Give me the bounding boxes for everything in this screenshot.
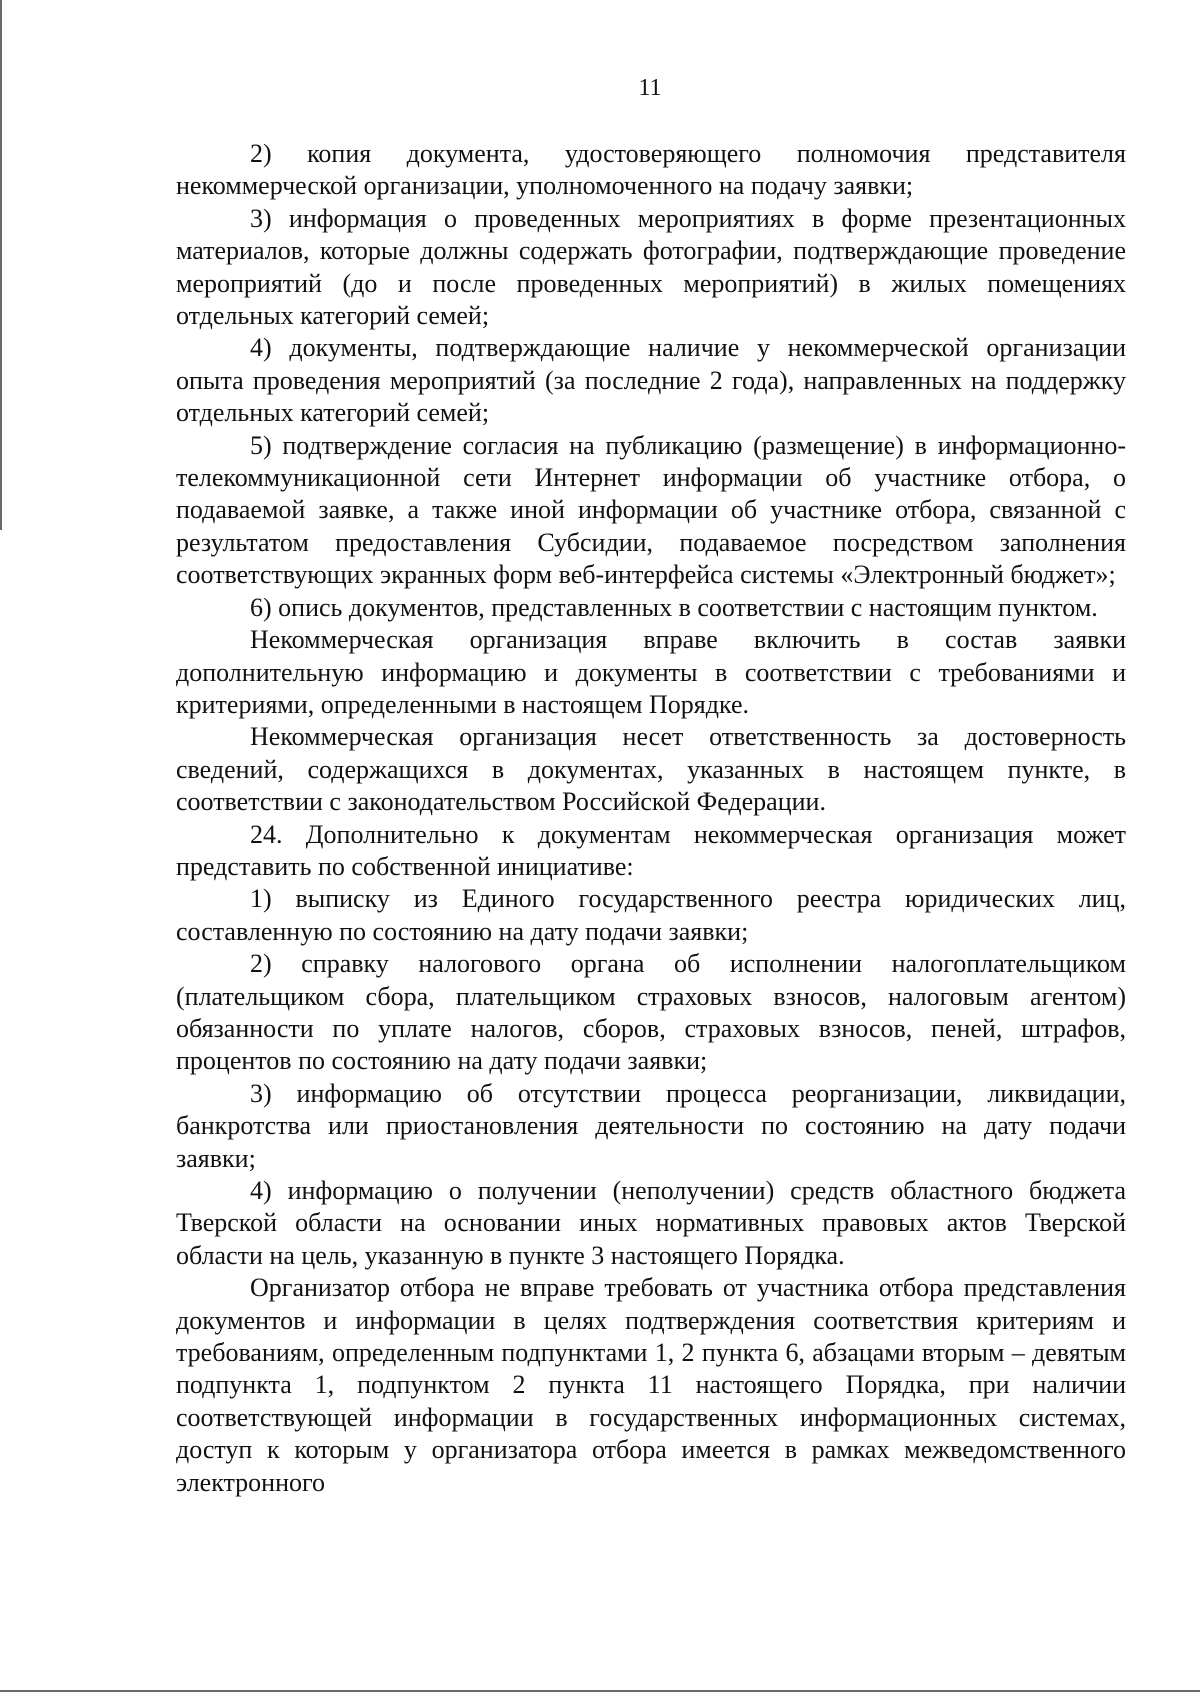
paragraph: Организатор отбора не вправе требовать от участника отбора представления документов и информации в целях подтверждения соответствия критериям и требованиям, определенным подпунктами 1, 2 пункта 6, абзацами вторым – девятым подпункта 1, подпунктом 2 пункта 11 настоящего Порядка, при наличии соответствующей информации в государственных информационных системах, доступ к которым у организатора отбора имеется в рамках межведомственного электронного: [176, 1273, 1126, 1497]
paragraph: 4) документы, подтверждающие наличие у некоммерческой организации опыта проведения мероприятий (за последние 2 года), направленных на поддержку отдельных категорий семей;: [176, 333, 1126, 428]
paragraph: 4) информацию о получении (неполучении) средств областного бюджета Тверской области на основании иных нормативных правовых актов Тверской области на цель, указанную в пункте 3 настоящего Порядка.: [176, 1176, 1126, 1270]
page-number: 11: [638, 75, 662, 101]
paragraph: Некоммерческая организация вправе включить в состав заявки дополнительную информацию и документы в соответствии с требованиями и критериями, определенными в настоящем Порядке.: [176, 625, 1126, 719]
paragraph: 3) информацию об отсутствии процесса реорганизации, ликвидации, банкротства или приостановления деятельности по состоянию на дату подачи заявки;: [176, 1078, 1126, 1173]
paragraph: 6) опись документов, представленных в соответствии с настоящим пунктом.: [250, 592, 1098, 622]
paragraph: 2) копия документа, удостоверяющего полномочия представителя некоммерческой организации, уполномоченного на подачу заявки;: [176, 139, 1126, 201]
scan-edge-bottom: [0, 1690, 1200, 1692]
paragraph: 5) подтверждение согласия на публикацию (размещение) в информационно-телекоммуникационной сети Интернет информации об участнике отбора, о подаваемой заявке, а также иной информации об участнике отбора, связанной с результатом предоставления Субсидии, подаваемое посредством заполнения соответствующих экранных форм веб-интерфейса системы «Электронный бюджет»;: [176, 430, 1126, 590]
paragraph: 1) выписку из Единого государственного реестра юридических лиц, составленную по состоянию на дату подачи заявки;: [176, 884, 1126, 946]
paragraph: Некоммерческая организация несет ответственность за достоверность сведений, содержащихся в документах, указанных в настоящем пункте, в соответствии с законодательством Российской Федерации.: [176, 722, 1126, 817]
paragraph: 2) справку налогового органа об исполнении налогоплательщиком (плательщиком сбора, плательщиком страховых взносов, налоговым агентом) обязанности по уплате налогов, сборов, страховых взносов, пеней, штрафов, процентов по состоянию на дату подачи заявки;: [176, 949, 1126, 1076]
paragraph: 24. Дополнительно к документам некоммерческая организация может представить по собственной инициативе:: [176, 819, 1126, 881]
document-body: [176, 138, 1126, 1499]
paragraph: 3) информация о проведенных мероприятиях в форме презентационных материалов, которые должны содержать фотографии, подтверждающие проведение мероприятий (до и после проведенных мероприятий) в жилых помещениях отдельных категорий семей;: [176, 203, 1126, 331]
